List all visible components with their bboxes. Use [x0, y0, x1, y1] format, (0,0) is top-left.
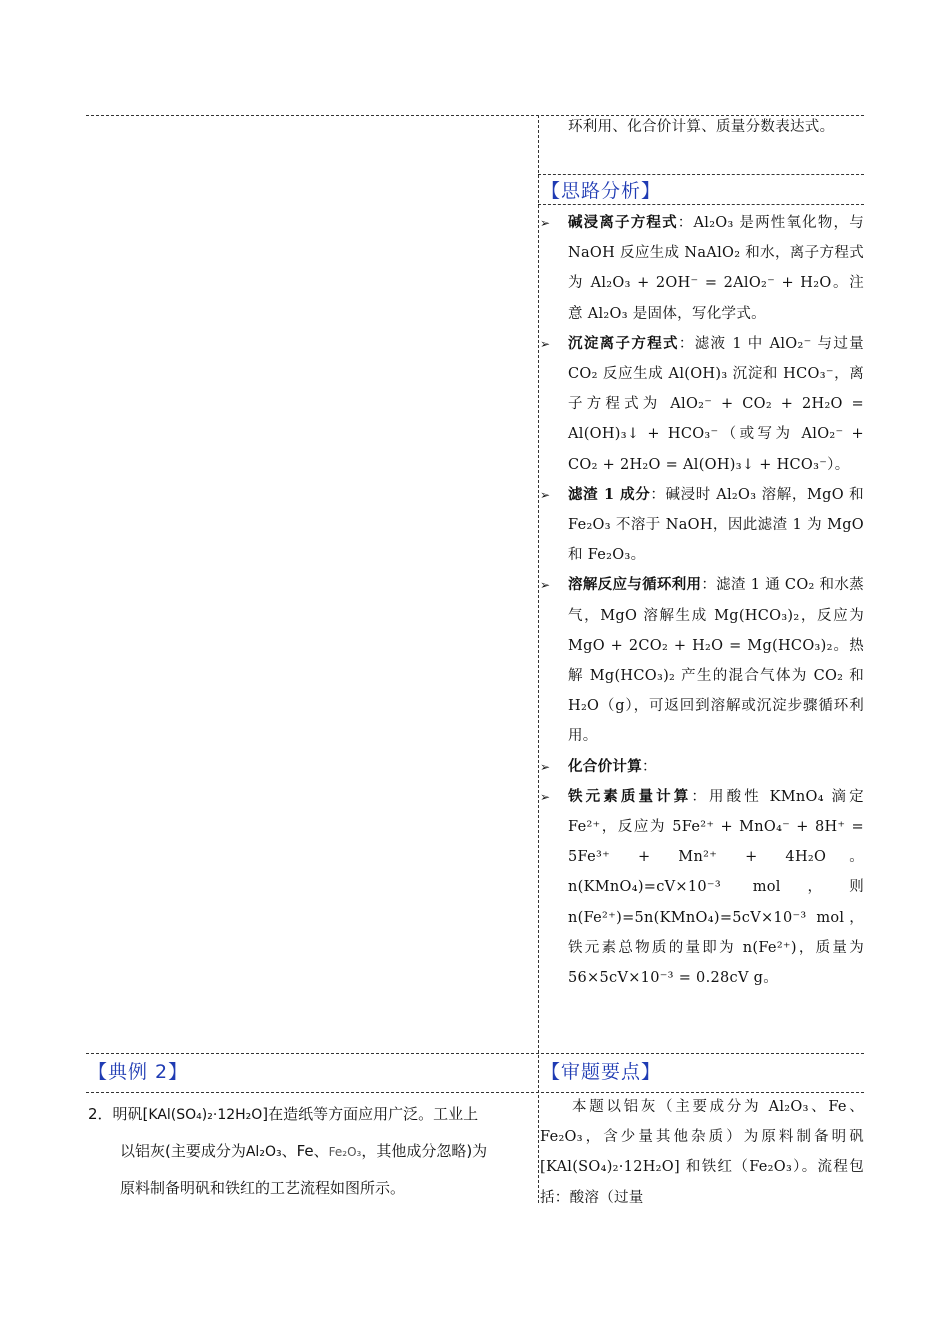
- column-divider: [538, 115, 539, 1203]
- review-title: 【审题要点】: [541, 1061, 662, 1083]
- analysis-item-iron-mass: [540, 782, 864, 993]
- analysis-item-valence: [540, 752, 864, 782]
- analysis-item-precipitation: [540, 329, 864, 480]
- item-heading: 滤渣 1 成分: [568, 485, 651, 503]
- example-title: 【典例 2】: [88, 1061, 189, 1083]
- fe2o3-formula: Fe₂O₃: [328, 1145, 362, 1159]
- question-number: 2．: [88, 1105, 113, 1123]
- continuation-text: 环利用、化合价计算、质量分数表达式。: [568, 119, 835, 135]
- arrow-bullet-icon: ➢: [540, 789, 551, 804]
- question-line-1: 2．明矾[KAl(SO₄)₂·12H₂O]在造纸等方面应用广泛。工业上: [88, 1105, 479, 1123]
- al2o3-formula: Al₂O₃: [245, 1144, 282, 1160]
- review-text: 本题以铝灰（主要成分为 Al₂O₃、Fe、Fe₂O₃，含少量其他杂质）为原料制备明矾 [KAl(SO₄)₂·12H₂O] 和铁红（Fe₂O₃）。流程包括：酸溶（过量: [540, 1099, 864, 1206]
- analysis-title-bottom-border: [538, 204, 864, 205]
- item-body: ：用酸性 KMnO₄ 滴定 Fe²⁺，反应为 5Fe²⁺ + MnO₄⁻ + 8H⁺ = 5Fe³⁺ + Mn²⁺ + 4H₂O。n(KMnO₄)=cV×10⁻³ mol，则 n(Fe²⁺)=5n(KMnO₄)=5cV×10⁻³ mol，铁元素总物质的量即为 n(Fe²⁺)，质量为 56×5cV×10⁻³ = 0.28cV g。: [568, 788, 864, 987]
- arrow-bullet-icon: ➢: [540, 759, 551, 774]
- analysis-item-alkali-leach: [540, 208, 864, 329]
- arrow-bullet-icon: ➢: [540, 336, 551, 351]
- alum-formula: KAl(SO₄)₂·12H₂O: [148, 1107, 263, 1123]
- analysis-title-top-border: [538, 174, 864, 175]
- example-question: [88, 1096, 534, 1206]
- question-line-3: 原料制备明矾和铁红的工艺流程如图所示。: [120, 1179, 406, 1197]
- item-body: ：滤渣 1 通 CO₂ 和水蒸气，MgO 溶解生成 Mg(HCO₃)₂，反应为 MgO + 2CO₂ + H₂O = Mg(HCO₃)₂。热解 Mg(HCO₃)₂ 产生的混合气体为 CO₂ 和 H₂O（g），可返回到溶解或沉淀步骤循环利用。: [568, 577, 864, 745]
- analysis-list: [540, 208, 864, 993]
- analysis-item-residue: [540, 480, 864, 571]
- question-line-2: 以铝灰(主要成分为Al₂O₃、Fe、Fe₂O₃，其他成分忽略)为: [120, 1142, 488, 1160]
- arrow-bullet-icon: ➢: [540, 216, 551, 230]
- item-heading: 沉淀离子方程式: [568, 334, 679, 352]
- item-heading: 化合价计算: [568, 757, 642, 775]
- arrow-bullet-icon: ➢: [540, 487, 551, 502]
- analysis-item-dissolution: [540, 570, 864, 751]
- analysis-title: 【思路分析】: [541, 180, 662, 202]
- item-body: ：滤液 1 中 AlO₂⁻ 与过量 CO₂ 反应生成 Al(OH)₃ 沉淀和 HCO₃⁻，离子方程式为 AlO₂⁻ + CO₂ + 2H₂O = Al(OH)₃↓ + HCO₃⁻（或写为 AlO₂⁻ + CO₂ + 2H₂O = Al(OH)₃↓ + HCO₃⁻）。: [568, 335, 864, 473]
- row-divider: [86, 1053, 864, 1054]
- item-body: ：: [642, 758, 657, 775]
- item-body: ：Al₂O₃ 是两性氧化物，与 NaOH 反应生成 NaAlO₂ 和水，离子方程式为 Al₂O₃ + 2OH⁻ = 2AlO₂⁻ + H₂O。注意 Al₂O₃ 是固体，写化学式。: [568, 215, 864, 322]
- item-heading: 碱浸离子方程式: [568, 214, 678, 231]
- item-heading: 铁元素质量计算: [568, 787, 692, 805]
- item-heading: 溶解反应与循环利用: [568, 576, 702, 594]
- arrow-bullet-icon: ➢: [540, 578, 551, 593]
- item-body: ：碱浸时 Al₂O₃ 溶解，MgO 和 Fe₂O₃ 不溶于 NaOH，因此滤渣 1 为 MgO 和 Fe₂O₃。: [568, 486, 864, 564]
